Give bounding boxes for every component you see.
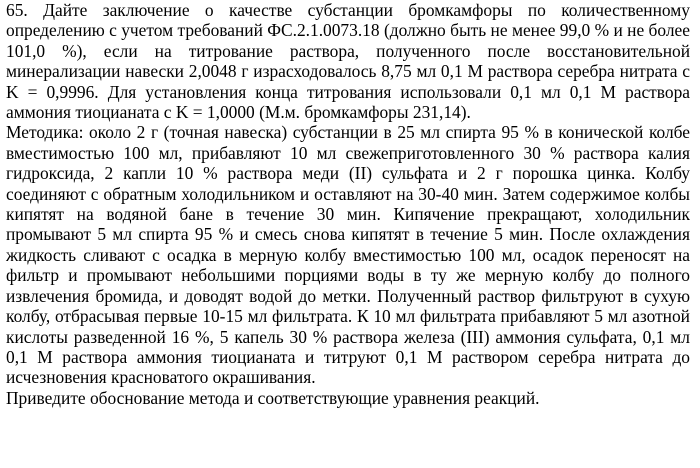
- task-question: Приведите обоснование метода и соответствующие уравнения реакций.: [6, 387, 540, 408]
- method-description: Методика: около 2 г (точная навеска) субстанции в 25 мл спирта 95 % в конической колбе вместимостью 100 мл, прибавляют 10 мл свежеприготовленного 30 % раствора калия гидроксида, 2 капли 10 % раствора меди (II) сульфата и 2 г порошка цинка. Колбу соединяют с обратным холодильником и оставляют на 30-40 мин. Затем содержимое колбы кипятят на водяной бане в течение 30 мин. Кипячение прекращают, холодильник промывают 5 мл спирта 95 % и смесь снова кипятят в течение 5 мин. После охлаждения жидкость сливают с осадка в мерную колбу вместимостью 100 мл, осадок переносят на фильтр и промывают небольшими порциями воды в ту же мерную колбу до полного извлечения бромида, и доводят водой до метки. Полученный раствор фильтруют в сухую колбу, отбрасывая первые 10-15 мл фильтрата. К 10 мл фильтрата прибавляют 5 мл азотной кислоты разведенной 16 %, 5 капель 30 % раствора железа (III) аммония сульфата, 0,1 мл 0,1 М раствора аммония тиоцианата и титруют 0,1 М раствором серебра нитрата до исчезновения красноватого окрашивания.: [6, 122, 690, 388]
- document-page: [6, 0, 690, 408]
- problem-statement: 65. Дайте заключение о качестве субстанции бромкамфоры по количественному определению с учетом требований ФС.2.1.0073.18 (должно быть не менее 99,0 % и не более 101,0 %), если на титрование раствора, полученного после восстановительной минерализации навески 2,0048 г израсходовалось 8,75 мл 0,1 М раствора серебра нитрата с K = 0,9996. Для установления конца титрования использовали 0,1 мл 0,1 М раствора аммония тиоцианата с K = 1,0000 (М.м. бромкамфоры 231,14).: [6, 0, 690, 123]
